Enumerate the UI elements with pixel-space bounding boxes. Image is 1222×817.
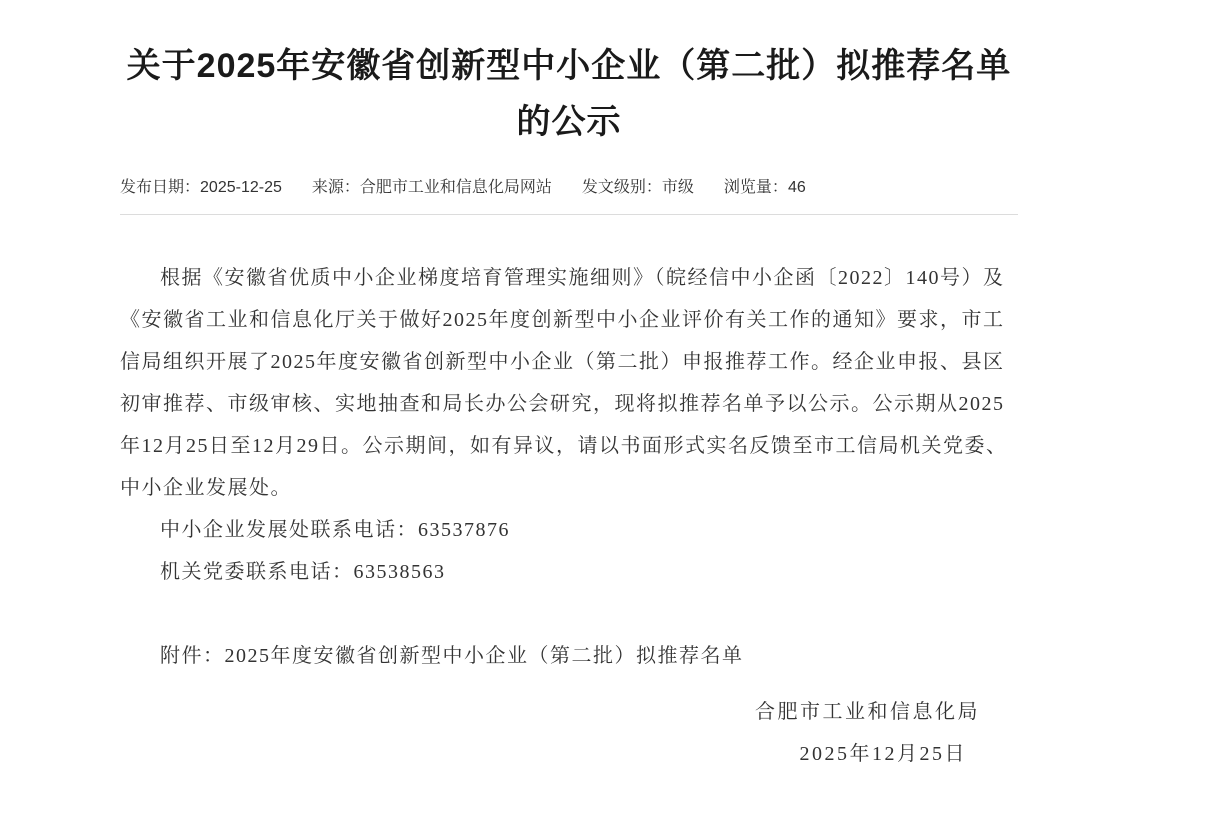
views-item [724, 176, 806, 200]
doc-level-label: 发文级别： [581, 179, 662, 196]
spacer [120, 593, 1018, 635]
contact-party-line [120, 551, 1018, 593]
publish-date-value: 2025-12-25 [200, 179, 282, 196]
main-paragraph: 根据《安徽省优质中小企业梯度培育管理实施细则》（皖经信中小企函〔2022〕140号）及《安徽省工业和信息化厅关于做好2025年度创新型中小企业评价有关工作的通知》要求，市工信局组织开展了2025年度安徽省创新型中小企业（第二批）申报推荐工作。经企业申报、县区初审推荐、市级审核、实地抽查和局长办公会研究，现将拟推荐名单予以公示。公示期从2025年12月25日至12月29日。公示期间，如有异议，请以书面形式实名反馈至市工信局机关党委、中小企业发展处。 [120, 267, 1008, 499]
contact-sme-phone: 63537876 [418, 519, 510, 541]
attachment-line [120, 635, 1018, 677]
notice-page [120, 0, 1018, 775]
contact-sme-line [120, 509, 1018, 551]
contact-party-phone: 63538563 [353, 561, 446, 583]
contact-sme-label: 中小企业发展处联系电话： [160, 519, 418, 541]
views-label: 浏览量： [723, 179, 788, 196]
signature-block [120, 691, 1018, 775]
doc-level-value: 市级 [661, 179, 694, 196]
attachment-label: 附件： [160, 645, 225, 667]
meta-divider [120, 214, 1018, 215]
doc-level-item [582, 176, 694, 200]
publish-date-item [120, 176, 282, 200]
source-item [312, 176, 552, 200]
signature-org: 合肥市工业和信息化局 [755, 701, 980, 723]
attachment-name: 2025年度安徽省创新型中小企业（第二批）拟推荐名单 [224, 645, 744, 667]
contact-party-label: 机关党委联系电话： [160, 561, 354, 583]
views-value: 46 [787, 179, 806, 196]
publish-date-label: 发布日期： [120, 179, 201, 196]
article-body [120, 257, 1018, 775]
signature-date: 2025年12月25日 [799, 743, 967, 765]
meta-bar [120, 176, 1018, 200]
page-title: 关于2025年安徽省创新型中小企业（第二批）拟推荐名单的公示 [126, 47, 1012, 141]
source-value: 合肥市工业和信息化局网站 [359, 179, 552, 196]
source-label: 来源： [311, 179, 360, 196]
